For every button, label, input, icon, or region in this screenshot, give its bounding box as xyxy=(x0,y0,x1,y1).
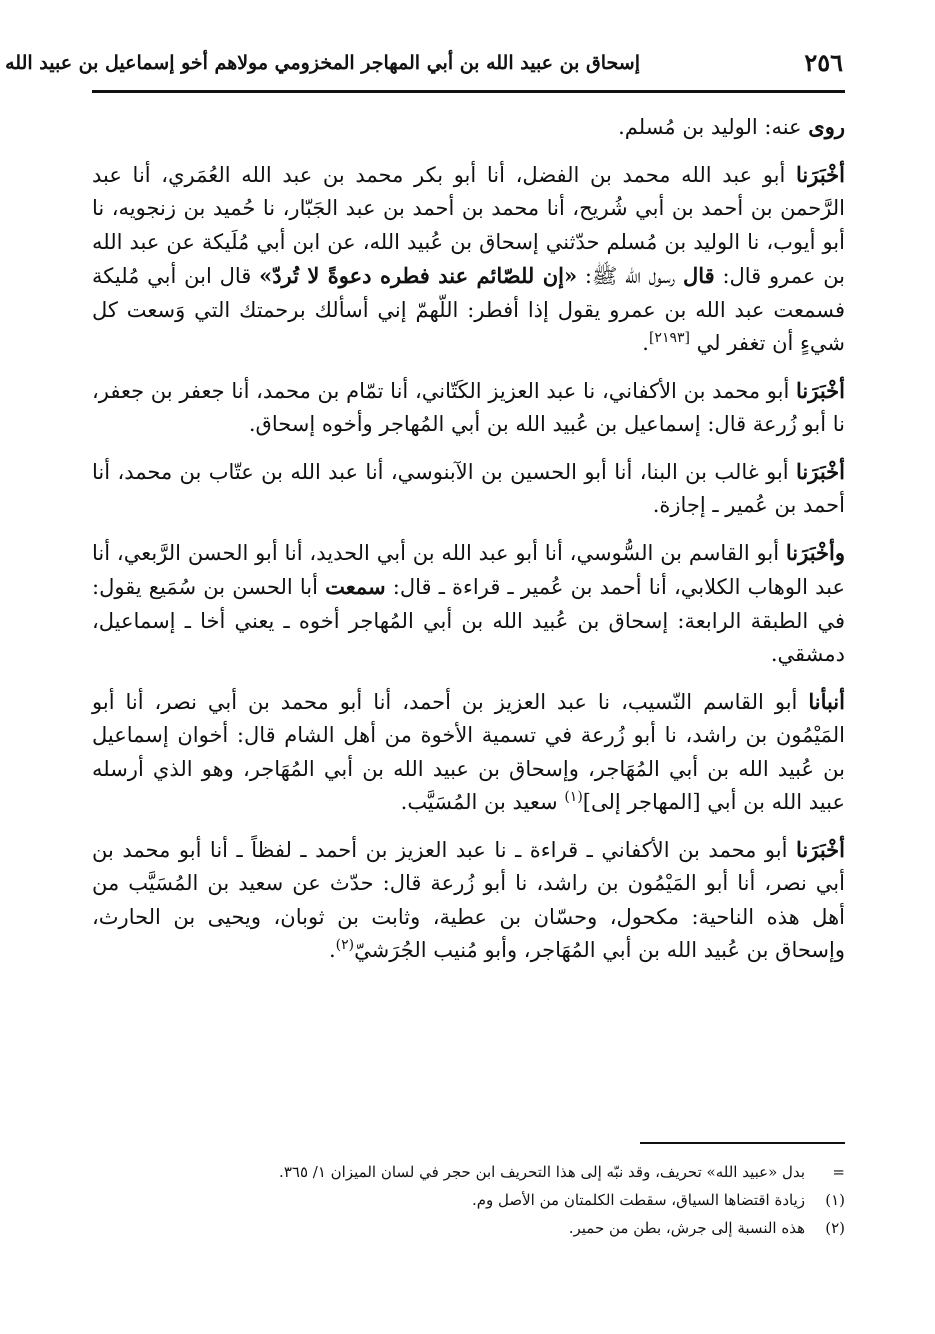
footnote-label: = xyxy=(832,1163,845,1181)
paragraph-text: قال ابن أبي مُليكة فسمعت عبد الله بن عمرو يقول إذا أفطر: اللّهمّ إني أسألك برحمتك التي وَسعت كل شيءٍ أن تغفر لي xyxy=(92,264,845,355)
keyword: أخْبَرَنا xyxy=(796,458,845,484)
keyword: أخْبَرَنا xyxy=(796,836,845,862)
footnote xyxy=(150,1214,845,1242)
keyword: روى xyxy=(808,114,845,139)
paragraph-abu-zura xyxy=(92,374,845,442)
footnote-text: زيادة اقتضاها السياق، سقطت الكلمتان من الأصل وم. xyxy=(471,1191,805,1209)
footnote-label: (٢) xyxy=(825,1219,845,1237)
paragraph-text: أبا الحسن بن سُمَيع يقول: في الطبقة الرابعة: إسحاق بن عُبيد الله بن أبي المُهاجر أخوه ـ يعني أخا ـ إسماعيل، دمشقي. xyxy=(92,575,845,666)
running-title: إسحاق بن عبيد الله بن أبي المهاجر المخزومي مولاهم أخو إسماعيل بن عبيد الله xyxy=(5,52,640,74)
page-header xyxy=(5,40,845,93)
paragraph-narrator xyxy=(92,110,845,145)
hadith-reference-number: [٢١٩٣] xyxy=(648,330,690,346)
paragraph-text: سعيد بن المُسَيَّب. xyxy=(400,790,565,814)
paragraph-text: أبو القاسم النّسيب، نا عبد العزيز بن أحمد، أنا أبو محمد بن أبي نصر، أنا أبو المَيْمُون بن راشد، نا أبو زُرعة في تسمية الأخوة من أهل الشام قال: أخوان إسماعيل بن عُبيد الله بن أبي المُهَاجر، وإسحاق بن عبيد الله بن أبي المُهَاجر، وهو الذي أرسله عبيد الله بن أبي [المهاجر إلى] xyxy=(92,689,845,814)
paragraph-ijaza xyxy=(92,455,845,523)
footnote-text: بدل «عبيد الله» تحريف، وقد نبّه إلى هذا التحريف ابن حجر في لسان الميزان ١/ ٣٦٥. xyxy=(279,1163,805,1181)
footnote-marker: (٢) xyxy=(335,937,355,953)
footnote-marker: (١) xyxy=(564,789,583,805)
footnote-text: هذه النسبة إلى جرش، بطن من حمير. xyxy=(568,1219,805,1237)
paragraph-end: . xyxy=(642,331,649,355)
keyword: أنبأنا xyxy=(808,688,845,714)
paragraph-text: أبو غالب بن البنا، أنا أبو الحسين بن الآبنوسي، أنا عبد الله بن عتّاب بن محمد، أنا أحمد بن عُمير ـ إجازة. xyxy=(92,459,845,517)
footnote xyxy=(150,1158,845,1186)
paragraph-text: رسول الله ﷺ: xyxy=(577,264,683,288)
keyword: وأخْبَرَنا xyxy=(785,539,845,565)
paragraph-text: أبو القاسم بن السُّوسي، أنا أبو عبد الله بن أبي الحديد، أنا أبو الحسن الرَّبعي، أنا عبد الوهاب الكلابي، أنا أحمد بن عُمير ـ قراءة ـ قال: xyxy=(92,540,845,599)
keyword: سمعت xyxy=(325,574,386,599)
paragraph-text: أبو عبد الله محمد بن الفضل، أنا أبو بكر محمد بن عبد الله العُمَري، أنا عبد الرَّحمن بن أحمد بن أبي شُريح، أنا محمد بن أحمد بن عبد الجَبّار، نا حُميد بن زنجويه، نا أبو أيوب، نا الوليد بن مُسلم حدّثني إسحاق بن عُبيد الله، عن ابن أبي مُلَيكة عن عبد الله بن عمرو قال: xyxy=(92,162,846,288)
paragraph-brothers xyxy=(92,685,845,820)
footnote-label: (١) xyxy=(825,1191,845,1209)
paragraph-narrators-list xyxy=(92,833,845,968)
paragraph-text: عنه: الوليد بن مُسلم. xyxy=(618,115,809,139)
paragraph-hadith xyxy=(92,158,845,361)
footnote-divider xyxy=(640,1142,845,1144)
keyword: أخْبَرَنا xyxy=(796,377,845,403)
keyword: أخْبَرَنا xyxy=(796,161,845,187)
keyword: قال xyxy=(682,263,715,288)
paragraph-tabaqa xyxy=(92,536,845,672)
footnote xyxy=(150,1186,845,1214)
footnotes xyxy=(150,1142,845,1242)
paragraph-text: أبو محمد بن الأكفاني، نا عبد العزيز الكَتّاني، أنا تمّام بن محمد، أنا جعفر بن جعفر، نا أبو زُرعة قال: إسماعيل بن عُبيد الله بن أبي المُهاجر وأخوه إسحاق. xyxy=(92,378,845,436)
hadith-quote: «إن للصّائم عند فطره دعوةً لا تُردّ» xyxy=(259,263,578,288)
page-number: ٢٥٦ xyxy=(804,48,843,77)
paragraph-text: أبو محمد بن الأكفاني ـ قراءة ـ نا عبد العزيز بن أحمد ـ لفظاً ـ أنا أبو محمد بن أبي نصر، أنا أبو المَيْمُون بن راشد، نا أبو زُرعة قال: حدّث عن سعيد بن المُسَيَّب من أهل هذه الناحية: مكحول، وحسّان بن عطية، وثابت بن ثوبان، ويحيى بن الحارث، وإسحاق بن عُبيد الله بن أبي المُهَاجر، وأبو مُنيب الجُرَشيّ xyxy=(92,837,845,962)
paragraph-end: . xyxy=(328,938,336,962)
main-text xyxy=(92,110,845,981)
